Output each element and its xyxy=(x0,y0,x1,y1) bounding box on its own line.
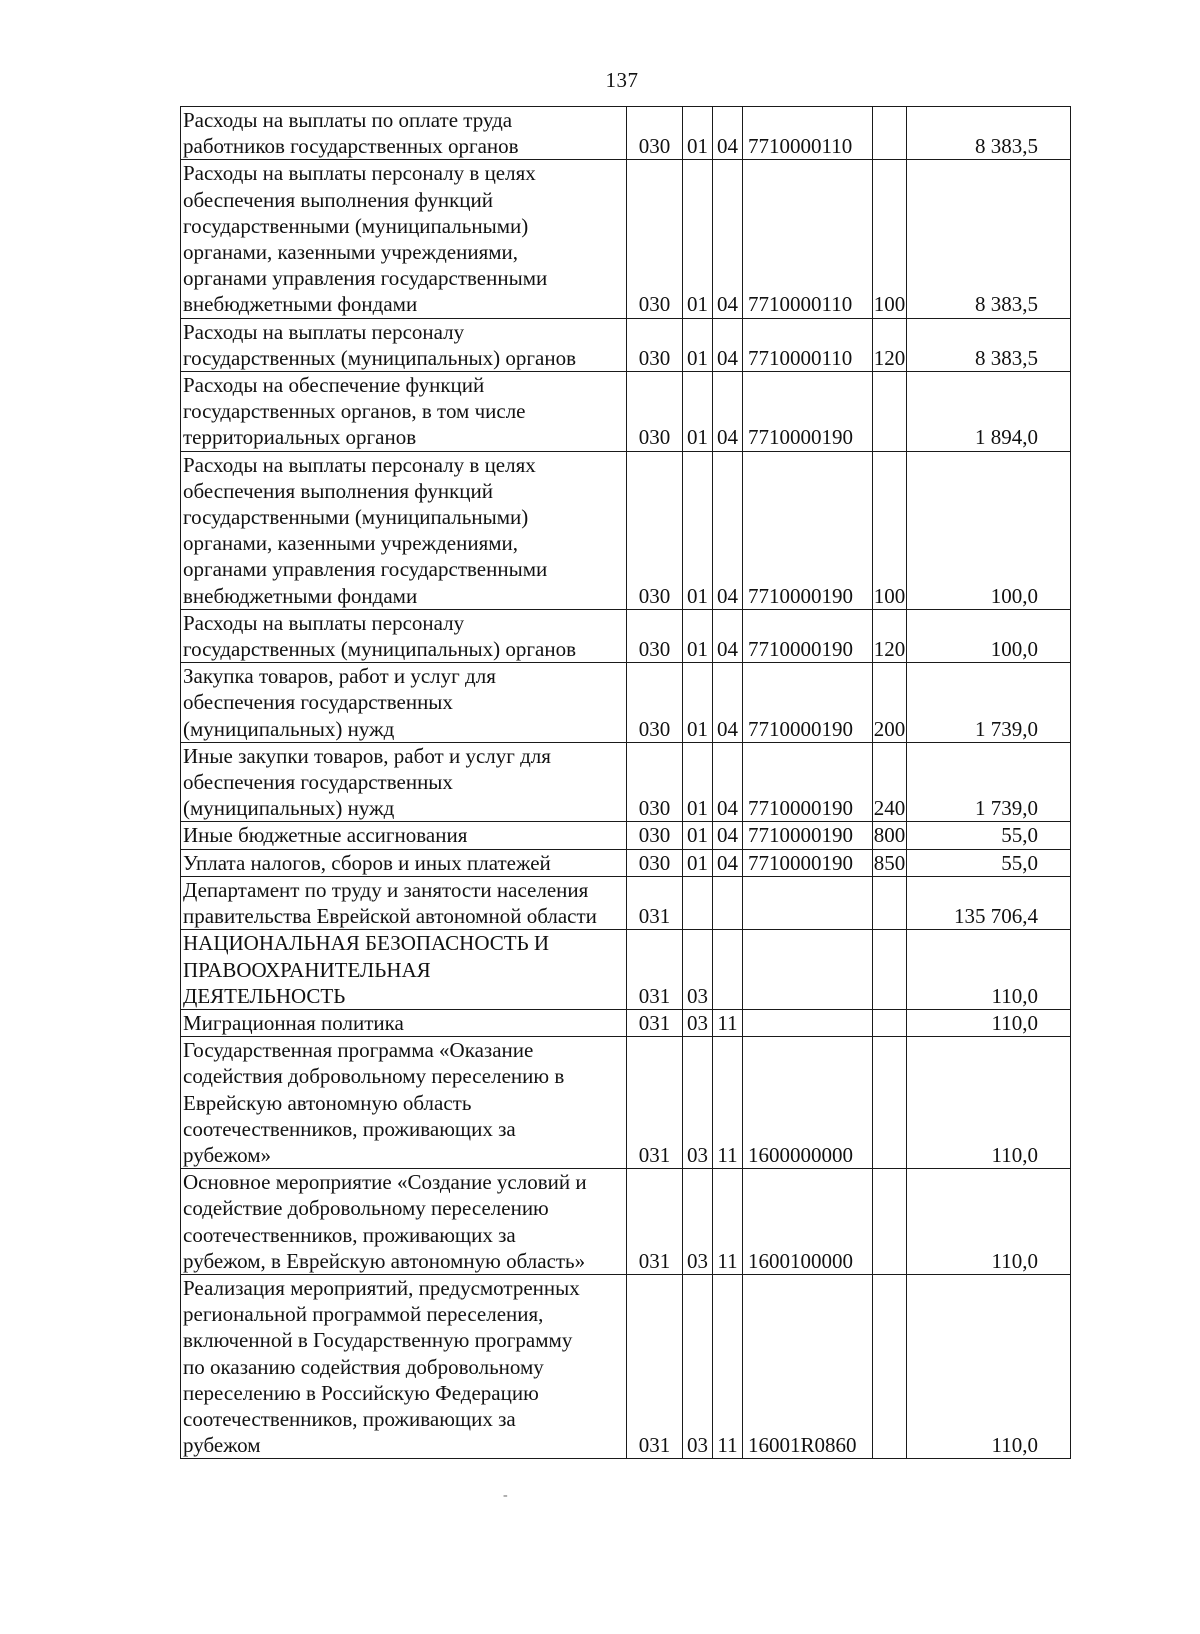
ministry-code-cell: 030 xyxy=(627,822,683,849)
expense-name-line: Расходы на выплаты по оплате труда xyxy=(183,108,513,132)
expense-name-line: Расходы на выплаты персоналу xyxy=(183,610,465,635)
expense-name-cell xyxy=(181,930,627,1010)
expense-type-cell xyxy=(873,1037,907,1169)
expense-type-cell xyxy=(873,876,907,929)
expense-name-line: обеспечения выполнения функций xyxy=(183,478,494,503)
expense-name-line: Иные закупки товаров, работ и услуг для xyxy=(183,743,551,768)
expense-name-line: органами, казенными учреждениями, xyxy=(183,531,519,556)
expense-name-line: региональной программой переселения, xyxy=(183,1302,544,1327)
amount-cell: 1 739,0 xyxy=(907,742,1071,822)
expense-name-line: Департамент по труду и занятости населения xyxy=(183,877,589,902)
expense-name-line: содействия добровольному переселению в xyxy=(183,1064,565,1089)
ministry-code-cell: 030 xyxy=(627,372,683,452)
subsection-code-cell: 11 xyxy=(713,1037,743,1169)
subsection-code-cell: 04 xyxy=(713,318,743,371)
expense-name-line: Реализация мероприятий, предусмотренных xyxy=(183,1275,580,1300)
table-row xyxy=(181,1169,1071,1275)
expense-name-line: (муниципальных) нужд xyxy=(183,796,395,821)
ministry-code-cell: 030 xyxy=(627,663,683,743)
section-code-cell: 03 xyxy=(683,1274,713,1458)
section-code-cell: 01 xyxy=(683,663,713,743)
subsection-code-cell: 04 xyxy=(713,107,743,160)
expense-type-cell xyxy=(873,1009,907,1036)
expense-name-cell xyxy=(181,451,627,609)
ministry-code-cell: 030 xyxy=(627,742,683,822)
target-article-cell: 7710000190 xyxy=(743,372,873,452)
ministry-code-cell: 030 xyxy=(627,849,683,876)
amount-cell: 100,0 xyxy=(907,609,1071,662)
expense-name-line: соотечественников, проживающих за xyxy=(183,1406,516,1431)
target-article-cell xyxy=(743,1009,873,1036)
expense-name-line: (муниципальных) нужд xyxy=(183,716,395,741)
section-code-cell: 01 xyxy=(683,160,713,318)
table-row xyxy=(181,663,1071,743)
table-row xyxy=(181,160,1071,318)
table-row xyxy=(181,742,1071,822)
expense-name-line: соотечественников, проживающих за xyxy=(183,1116,516,1141)
expense-type-cell xyxy=(873,930,907,1010)
subsection-code-cell: 11 xyxy=(713,1169,743,1275)
amount-cell: 8 383,5 xyxy=(907,318,1071,371)
expense-type-cell: 200 xyxy=(873,663,907,743)
subsection-code-cell: 04 xyxy=(713,742,743,822)
expense-name-line: территориальных органов xyxy=(183,425,417,450)
expense-name-line: работников государственных органов xyxy=(183,134,519,159)
target-article-cell: 7710000190 xyxy=(743,849,873,876)
section-code-cell: 01 xyxy=(683,822,713,849)
expense-name-line: включенной в Государственную программу xyxy=(183,1328,573,1353)
expense-type-cell: 100 xyxy=(873,160,907,318)
section-code-cell: 01 xyxy=(683,451,713,609)
table-row xyxy=(181,318,1071,371)
expense-name-line: по оказанию содействия добровольному xyxy=(183,1354,544,1379)
expense-name-line: рубежом xyxy=(183,1433,261,1458)
expense-name-cell xyxy=(181,107,627,160)
section-code-cell: 01 xyxy=(683,107,713,160)
expense-name-cell xyxy=(181,609,627,662)
target-article-cell: 1600000000 xyxy=(743,1037,873,1169)
amount-cell: 110,0 xyxy=(907,1274,1071,1458)
table-row xyxy=(181,1009,1071,1036)
expense-name-line: обеспечения выполнения функций xyxy=(183,187,494,212)
ministry-code-cell: 031 xyxy=(627,1009,683,1036)
expense-name-line: внебюджетными фондами xyxy=(183,292,418,317)
target-article-cell: 7710000190 xyxy=(743,451,873,609)
expense-name-line: органами, казенными учреждениями, xyxy=(183,240,519,265)
expense-name-line: государственными (муниципальными) xyxy=(183,213,529,238)
table-row xyxy=(181,930,1071,1010)
expense-name-line: Расходы на выплаты персоналу xyxy=(183,319,465,344)
expense-name-line: содействие добровольному переселению xyxy=(183,1196,549,1221)
ministry-code-cell: 031 xyxy=(627,1037,683,1169)
expense-name-line: Основное мероприятие «Создание условий и xyxy=(183,1170,587,1195)
expense-name-cell xyxy=(181,663,627,743)
target-article-cell: 7710000190 xyxy=(743,663,873,743)
table-row xyxy=(181,451,1071,609)
expense-type-cell xyxy=(873,1274,907,1458)
expense-name-line: правительства Еврейской автономной области xyxy=(183,904,597,929)
expense-type-cell: 850 xyxy=(873,850,906,875)
amount-cell: 110,0 xyxy=(907,1009,1071,1036)
expense-type-cell: 120 xyxy=(873,318,907,371)
amount-cell: 1 739,0 xyxy=(907,663,1071,743)
ministry-code-cell: 031 xyxy=(627,1274,683,1458)
ministry-code-cell: 030 xyxy=(627,107,683,160)
ministry-code-cell: 030 xyxy=(627,451,683,609)
expense-name-line: Уплата налогов, сборов и иных платежей xyxy=(183,850,551,875)
subsection-code-cell: 04 xyxy=(713,372,743,452)
ministry-code-cell: 030 xyxy=(627,609,683,662)
expense-name-cell xyxy=(181,1169,627,1275)
expense-type-cell xyxy=(873,107,907,160)
expense-type-cell xyxy=(873,1169,907,1275)
expense-name-line: государственных органов, в том числе xyxy=(183,399,526,424)
table-row xyxy=(181,609,1071,662)
ministry-code-cell: 031 xyxy=(627,876,683,929)
subsection-code-cell: 11 xyxy=(713,1009,743,1036)
amount-cell: 110,0 xyxy=(907,930,1071,1010)
expense-type-cell: 120 xyxy=(873,609,907,662)
expense-name-cell xyxy=(181,372,627,452)
table-row xyxy=(181,372,1071,452)
expense-name-line: Закупка товаров, работ и услуг для xyxy=(183,664,496,689)
expense-name-line: органами управления государственными xyxy=(183,557,548,582)
section-code-cell: 03 xyxy=(683,1037,713,1169)
amount-cell: 110,0 xyxy=(907,1169,1071,1275)
expense-name-line: обеспечения государственных xyxy=(183,770,453,795)
table-row xyxy=(181,822,1071,849)
expense-name-line: государственными (муниципальными) xyxy=(183,505,529,530)
expense-name-line: Еврейскую автономную область xyxy=(183,1090,472,1115)
amount-cell: 110,0 xyxy=(907,1037,1071,1169)
target-article-cell: 7710000110 xyxy=(743,318,873,371)
subsection-code-cell: 04 xyxy=(713,663,743,743)
table-row xyxy=(181,876,1071,929)
table-body xyxy=(181,107,1071,1459)
subsection-code-cell: 11 xyxy=(713,1274,743,1458)
table-row xyxy=(181,1274,1071,1458)
expense-name-cell xyxy=(181,822,627,849)
table-row xyxy=(181,107,1071,160)
expense-name-line: НАЦИОНАЛЬНАЯ БЕЗОПАСНОСТЬ И xyxy=(183,931,550,956)
expense-name-line: ДЕЯТЕЛЬНОСТЬ xyxy=(183,983,346,1008)
expense-name-line: соотечественников, проживающих за xyxy=(183,1222,516,1247)
table-row xyxy=(181,849,1071,876)
subsection-code-cell: 04 xyxy=(713,451,743,609)
section-code-cell: 01 xyxy=(683,849,713,876)
subsection-code-cell: 04 xyxy=(713,849,743,876)
amount-cell: 1 894,0 xyxy=(907,372,1071,452)
expense-name-line: Миграционная политика xyxy=(183,1010,404,1035)
section-code-cell: 03 xyxy=(683,1169,713,1275)
expense-name-line: органами управления государственными xyxy=(183,266,548,291)
expense-name-line: Расходы на выплаты персоналу в целях xyxy=(183,452,536,477)
expense-type-cell: 100 xyxy=(873,451,907,609)
expense-name-cell xyxy=(181,1037,627,1169)
section-code-cell: 01 xyxy=(683,609,713,662)
expense-name-cell xyxy=(181,742,627,822)
expense-name-cell xyxy=(181,160,627,318)
footer-mark: - xyxy=(503,1488,508,1503)
expense-type-cell: 240 xyxy=(873,742,907,822)
ministry-code-cell: 031 xyxy=(627,930,683,1010)
expense-name-line: Расходы на выплаты персоналу в целях xyxy=(183,161,536,186)
amount-cell: 135 706,4 xyxy=(907,876,1071,929)
amount-cell: 100,0 xyxy=(907,451,1071,609)
section-code-cell: 03 xyxy=(683,930,713,1010)
expense-name-line: рубежом, в Еврейскую автономную область» xyxy=(183,1248,586,1273)
expense-type-cell: 800 xyxy=(873,823,906,848)
target-article-cell: 7710000190 xyxy=(743,822,873,849)
target-article-cell xyxy=(743,876,873,929)
section-code-cell: 01 xyxy=(683,318,713,371)
table-row xyxy=(181,1037,1071,1169)
expense-name-line: Государственная программа «Оказание xyxy=(183,1038,534,1063)
subsection-code-cell: 04 xyxy=(713,822,743,849)
expense-name-line: государственных (муниципальных) органов xyxy=(183,637,577,662)
expense-name-line: ПРАВООХРАНИТЕЛЬНАЯ xyxy=(183,957,431,982)
subsection-code-cell xyxy=(713,930,743,1010)
subsection-code-cell: 04 xyxy=(713,609,743,662)
section-code-cell: 03 xyxy=(683,1009,713,1036)
target-article-cell xyxy=(743,930,873,1010)
target-article-cell: 16001R0860 xyxy=(743,1274,873,1458)
expense-name-cell xyxy=(181,876,627,929)
expense-type-cell xyxy=(873,372,907,452)
target-article-cell: 1600100000 xyxy=(743,1169,873,1275)
section-code-cell: 01 xyxy=(683,372,713,452)
expense-name-line: рубежом» xyxy=(183,1142,272,1167)
expense-name-line: Иные бюджетные ассигнования xyxy=(183,823,468,848)
ministry-code-cell: 030 xyxy=(627,318,683,371)
subsection-code-cell xyxy=(713,876,743,929)
expense-name-line: переселению в Российскую Федерацию xyxy=(183,1380,539,1405)
target-article-cell: 7710000110 xyxy=(743,107,873,160)
page-number: 137 xyxy=(605,68,639,92)
target-article-cell: 7710000110 xyxy=(743,160,873,318)
expense-name-cell xyxy=(181,1009,627,1036)
section-code-cell xyxy=(683,876,713,929)
expense-name-line: внебюджетными фондами xyxy=(183,583,418,608)
expense-name-cell xyxy=(181,1274,627,1458)
amount-cell: 8 383,5 xyxy=(907,107,1071,160)
amount-cell: 55,0 xyxy=(907,822,1071,849)
ministry-code-cell: 031 xyxy=(627,1169,683,1275)
amount-cell: 55,0 xyxy=(907,849,1071,876)
expense-name-line: обеспечения государственных xyxy=(183,690,453,715)
expense-name-line: Расходы на обеспечение функций xyxy=(183,373,485,398)
subsection-code-cell: 04 xyxy=(713,160,743,318)
expense-name-cell xyxy=(181,318,627,371)
expense-name-cell xyxy=(181,849,627,876)
budget-table xyxy=(180,106,1071,1459)
section-code-cell: 01 xyxy=(683,742,713,822)
target-article-cell: 7710000190 xyxy=(743,609,873,662)
expense-name-line: государственных (муниципальных) органов xyxy=(183,345,577,370)
amount-cell: 8 383,5 xyxy=(907,160,1071,318)
target-article-cell: 7710000190 xyxy=(743,742,873,822)
ministry-code-cell: 030 xyxy=(627,160,683,318)
